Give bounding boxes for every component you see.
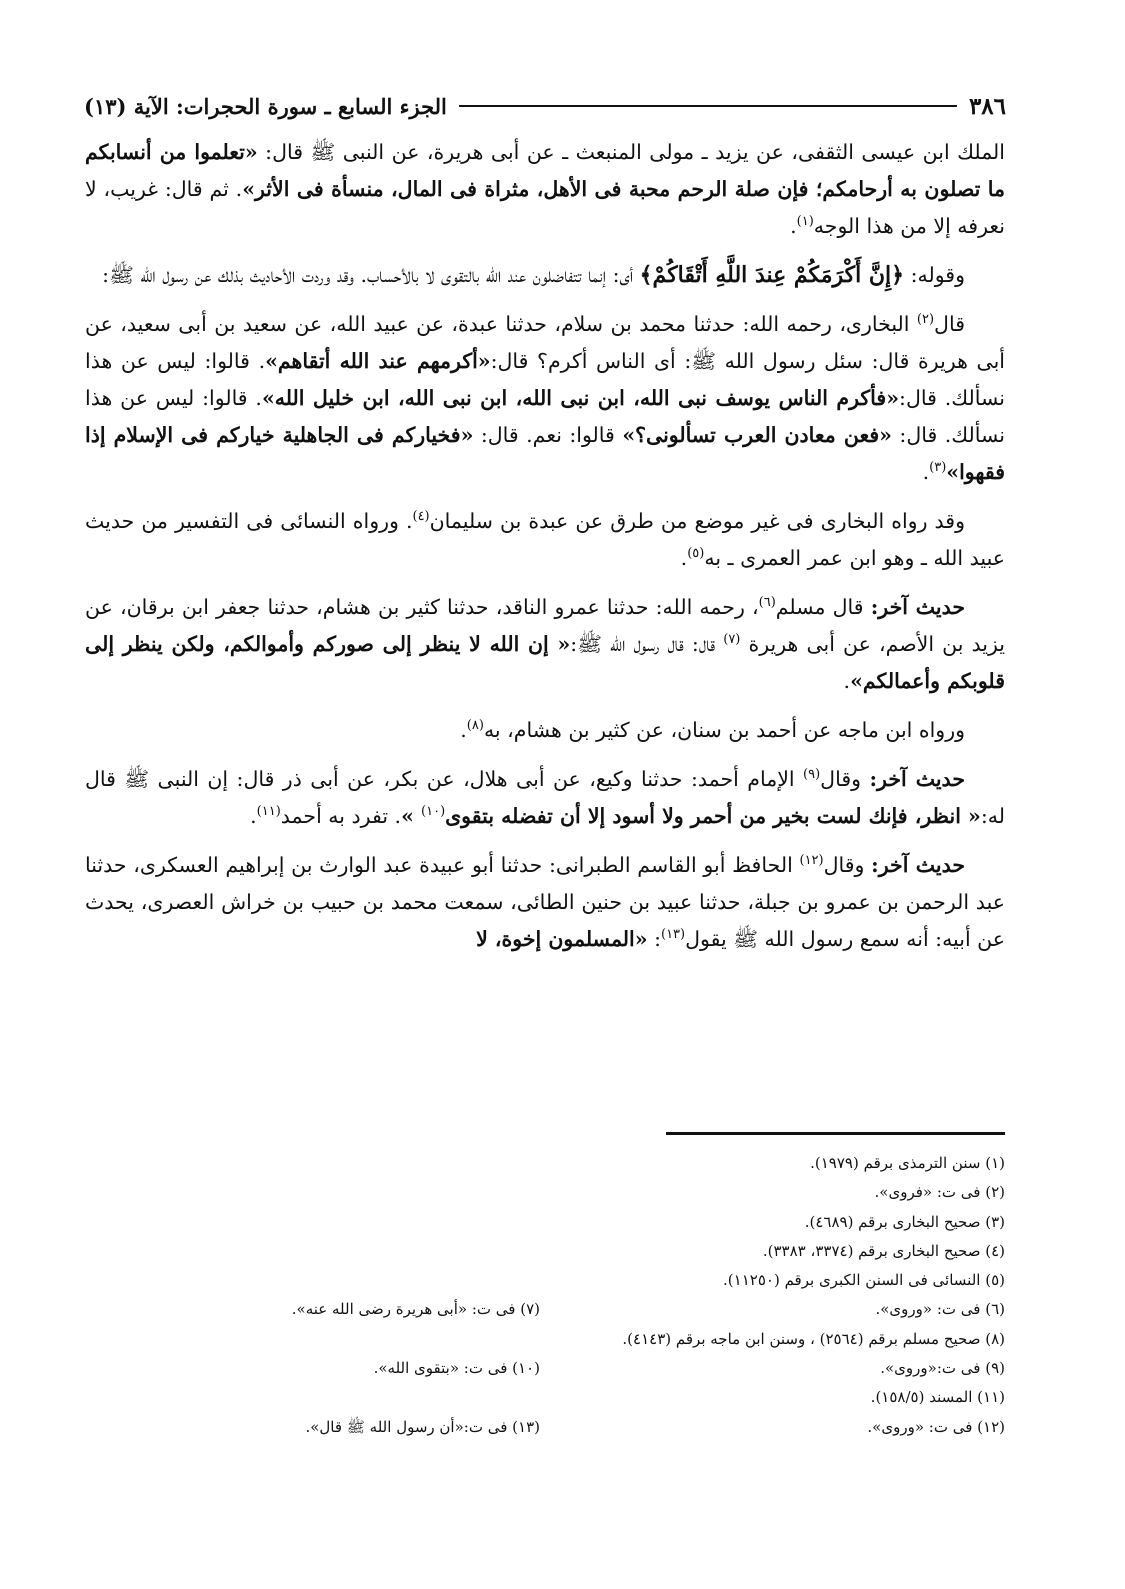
- text-run: وقال: [820, 767, 870, 791]
- text-run: . ثم قال: غريب، لا نعرفه إلا من هذا الوجه: [85, 177, 1005, 238]
- text-run: ، رحمه الله: حدثنا عمرو الناقد، حدثنا كثير بن هشام، حدثنا جعفر ابن برقان، عن يزيد بن الأصم، عن أبى هريرة: [85, 595, 1005, 656]
- footnote: (٥) النسائى فى السنن الكبرى برقم (١١٢٥٠).: [723, 1271, 1005, 1290]
- text-run: .: [460, 718, 467, 742]
- footnote: [85, 1383, 540, 1412]
- text-run: . قالوا: ليس عن هذا نسألك. قال:: [85, 349, 1005, 410]
- footnote-marker: (١٢): [799, 853, 824, 869]
- footnote: (٤) صحيح البخارى برقم (٣٣٧٤، ٣٣٨٣).: [762, 1241, 1005, 1260]
- footnote-row: [85, 1413, 1005, 1442]
- footnote-marker: (١٠): [421, 804, 446, 820]
- hadith-quote: »: [401, 804, 422, 828]
- paragraph: [85, 589, 1005, 700]
- footnote-row: [85, 1208, 1005, 1237]
- paragraph: [85, 134, 1005, 245]
- footnote-row: [85, 1237, 1005, 1266]
- text-run: قالوا: نعم. قال:: [473, 423, 623, 447]
- text-run: . ورواه النسائى فى التفسير من حديث عبيد الله ـ وهو ابن عمر العمرى ـ به: [85, 509, 1005, 570]
- text-run: .: [790, 214, 797, 238]
- footnote: (٣) صحيح البخارى برقم (٤٦٨٩).: [804, 1212, 1005, 1231]
- text-run: وقوله:: [904, 263, 965, 287]
- footnotes: [85, 1149, 1005, 1442]
- footnote: (٢) فى ت: «فروى».: [874, 1183, 1005, 1202]
- footnote-row: [85, 1354, 1005, 1383]
- footnote: [85, 1237, 540, 1266]
- footnote-marker: (٥): [687, 546, 705, 562]
- footnote-marker: (١١): [256, 804, 281, 820]
- paragraph: [85, 847, 1005, 958]
- text-run: .: [922, 460, 930, 484]
- text-run: . قالوا: ليس عن هذا نسألك. قال:: [85, 386, 1005, 447]
- paragraph: [85, 306, 1005, 491]
- footnote-row: [85, 1149, 1005, 1178]
- footnote: (٨) صحيح مسلم برقم (٢٥٦٤) ، وسنن ابن ماجه برقم (٤١٤٣).: [622, 1329, 1005, 1348]
- text-run: قال: قال رسول الله ﷺ:: [570, 632, 724, 656]
- hadith-quote: «تعلموا من أنسابكم ما تصلون به أرحامكم؛ فإن صلة الرحم محبة فى الأهل، مثراة فى المال، منسأة فى الأثر»: [85, 140, 1006, 201]
- text-run: . تفرد به أحمد: [280, 804, 402, 828]
- footnote-row: [85, 1295, 1005, 1324]
- text-run: ورواه ابن ماجه عن أحمد بن سنان، عن كثير بن هشام، به: [483, 718, 965, 742]
- footnote-marker: (٢): [916, 312, 935, 328]
- hadith-quote: «فعن معادن العرب تسألونى؟»: [622, 423, 892, 447]
- section-lead: حديث آخر:: [870, 595, 966, 619]
- footnote-marker: (١): [796, 214, 814, 230]
- text-run: الملك ابن عيسى الثقفى، عن يزيد ـ مولى المنبعث ـ عن أبى هريرة، عن النبى ﷺ قال:: [257, 140, 1005, 164]
- header-rule: [459, 105, 957, 107]
- footnote: [85, 1149, 540, 1178]
- text-run: .: [843, 669, 851, 693]
- text-run: الإمام أحمد: حدثنا وكيع، عن أبى هلال، عن بكر، عن أبى ذر قال: إن النبى ﷺ قال له:: [85, 767, 1005, 828]
- text-run: البخارى، رحمه الله: حدثنا محمد بن سلام، حدثنا عبدة، عن عبيد الله، عن سعيد بن أبى سعيد، عن أبى هريرة قال: سئل رسول الله ﷺ: أى الناس أكرم؟ قال:: [85, 312, 1006, 373]
- footnote-marker: (٦): [758, 595, 776, 611]
- text-run: أى: إنما تتفاضلون عند الله بالتقوى لا بالأحساب. وقد وردت الأحاديث بذلك عن رسول الله ﷺ:: [102, 263, 640, 287]
- footnote-marker: (١٣): [661, 927, 686, 943]
- footnote: (١) سنن الترمذى برقم (١٩٧٩).: [810, 1154, 1005, 1172]
- footnote: (٦) فى ت: «وروى».: [875, 1300, 1005, 1319]
- page-number: ٣٨٦: [968, 92, 1006, 120]
- footnote: [85, 1178, 540, 1207]
- body-text: [85, 134, 1005, 970]
- footnote-marker: (٤): [412, 509, 430, 525]
- hadith-quote: «أكرمهم عند الله أتقاهم»: [265, 349, 491, 373]
- footnote-marker: (٩): [803, 767, 821, 783]
- footnote-marker: (٧): [723, 632, 741, 648]
- running-title: الجزء السابع ـ سورة الحجرات: الآية (١٣): [84, 93, 447, 119]
- quran-quote: ﴿إِنَّ أَكْرَمَكُمْ عِندَ اللَّهِ أَتْقَاكُمْ﴾: [639, 262, 905, 288]
- text-run: قال: [934, 312, 965, 336]
- footnote-marker: (٨): [466, 718, 484, 734]
- hadith-quote: «فأكرم الناس يوسف نبى الله، ابن نبى الله، ابن نبى الله، ابن خليل الله»: [261, 386, 900, 410]
- footnote: [85, 1325, 540, 1354]
- footnote-marker: (٣): [929, 460, 947, 476]
- footnote: [85, 1208, 540, 1237]
- footnote: [85, 1266, 540, 1295]
- footnote: (١٣) فى ت:«أن رسول الله ﷺ قال».: [305, 1417, 540, 1436]
- text-run: وقد رواه البخارى فى غير موضع من طرق عن عبدة بن سليمان: [429, 509, 965, 533]
- paragraph: [85, 257, 1005, 294]
- footnote-row: [85, 1325, 1005, 1354]
- paragraph: [85, 503, 1005, 577]
- footnote: (١٢) فى ت: «وروى».: [867, 1417, 1005, 1436]
- text-run: وقال: [823, 853, 872, 877]
- text-run: الحافظ أبو القاسم الطبرانى: حدثنا أبو عبيدة عبد الوارث بن إبراهيم العسكرى، حدثنا عبد الرحمن بن عمرو بن جبلة، حدثنا عبيد بن حنين الطائى، سمعت محمد بن حبيب بن خراش العصرى، يحدث عن أبيه: أنه سمع رسول الله ﷺ يقول: [85, 853, 1005, 951]
- section-lead: حديث آخر:: [871, 853, 965, 877]
- text-run: قال مسلم: [775, 595, 871, 619]
- hadith-quote: «المسلمون إخوة، لا: [476, 927, 648, 951]
- footnote: (١١) المسند (١٥٨/٥).: [870, 1388, 1005, 1407]
- footnote-row: [85, 1383, 1005, 1412]
- footnote: (٧) فى ت: «أبى هريرة رضى الله عنه».: [291, 1300, 540, 1319]
- footnote-row: [85, 1178, 1005, 1207]
- paragraph: [85, 712, 1005, 749]
- section-lead: حديث آخر:: [869, 767, 965, 791]
- footnote-separator: [666, 1132, 1005, 1135]
- hadith-quote: « انظر، فإنك لست بخير من أحمر ولا أسود إلا أن تفضله بتقوى: [445, 804, 981, 828]
- text-run: .: [680, 546, 688, 570]
- hadith-quote: « إن الله لا ينظر إلى صوركم وأموالكم، ولكن ينظر إلى قلوبكم وأعمالكم»: [85, 632, 1005, 693]
- hadith-quote: «فخياركم فى الجاهلية خياركم فى الإسلام إذا فقهوا»: [85, 423, 1005, 484]
- text-run: :: [647, 927, 661, 951]
- paragraph: [85, 761, 1005, 835]
- text-run: .: [250, 804, 257, 828]
- footnote-row: [85, 1266, 1005, 1295]
- footnote: (٩) فى ت:«وروى».: [880, 1359, 1005, 1378]
- running-header: [84, 86, 1006, 126]
- footnote: (١٠) فى ت: «بتقوى الله».: [373, 1359, 540, 1378]
